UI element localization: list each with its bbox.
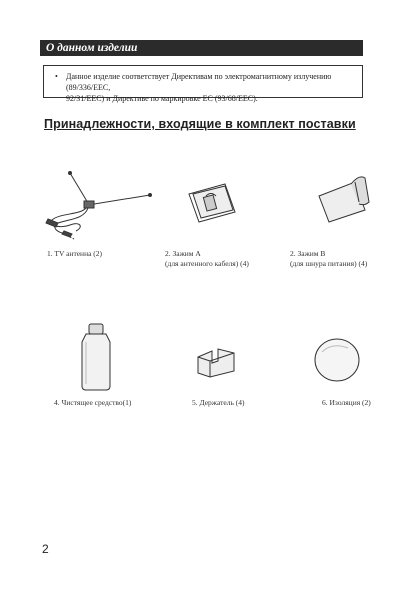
page-number: 2 (42, 542, 49, 556)
notice-line-2: 92/31/EEC) и Директиве по маркировке ЕС (93/68/EEC). (66, 94, 258, 103)
caption-holder (192, 398, 245, 408)
caption-tv-antenna (47, 249, 102, 259)
insulation-disc-icon (312, 336, 362, 384)
notice-line-1: Данное изделие соответствует Директивам по электромагнитному излучению (89/336/EEC, (66, 72, 332, 92)
caption-insulation (322, 398, 371, 408)
caption-clamp-b (290, 249, 367, 269)
section-title: О данном изделии (40, 40, 363, 56)
caption-line: 1. TV антенна (2) (47, 249, 103, 258)
notice-bullet: • (55, 72, 58, 81)
compliance-notice (43, 65, 363, 103)
accessories-heading: Принадлежности, входящие в комплект поставки (44, 117, 356, 131)
caption-line: 2. Зажим В (290, 249, 326, 258)
caption-line: (для шнура питания) (4) (290, 259, 368, 268)
clamp-a-icon (183, 180, 243, 225)
caption-clamp-a (165, 249, 249, 269)
caption-line: 6. Изоляция (2) (322, 398, 371, 407)
tv-antenna-icon (40, 165, 155, 245)
cleaner-bottle-icon (78, 322, 114, 392)
caption-line: (для антенного кабеля) (4) (165, 259, 249, 268)
holder-icon (194, 343, 240, 379)
caption-cleaner (54, 398, 131, 408)
caption-line: 4. Чистящее средство(1) (54, 398, 132, 407)
caption-line: 5. Держатель (4) (192, 398, 245, 407)
clamp-b-icon (315, 172, 375, 224)
caption-line: 2. Зажим А (165, 249, 201, 258)
